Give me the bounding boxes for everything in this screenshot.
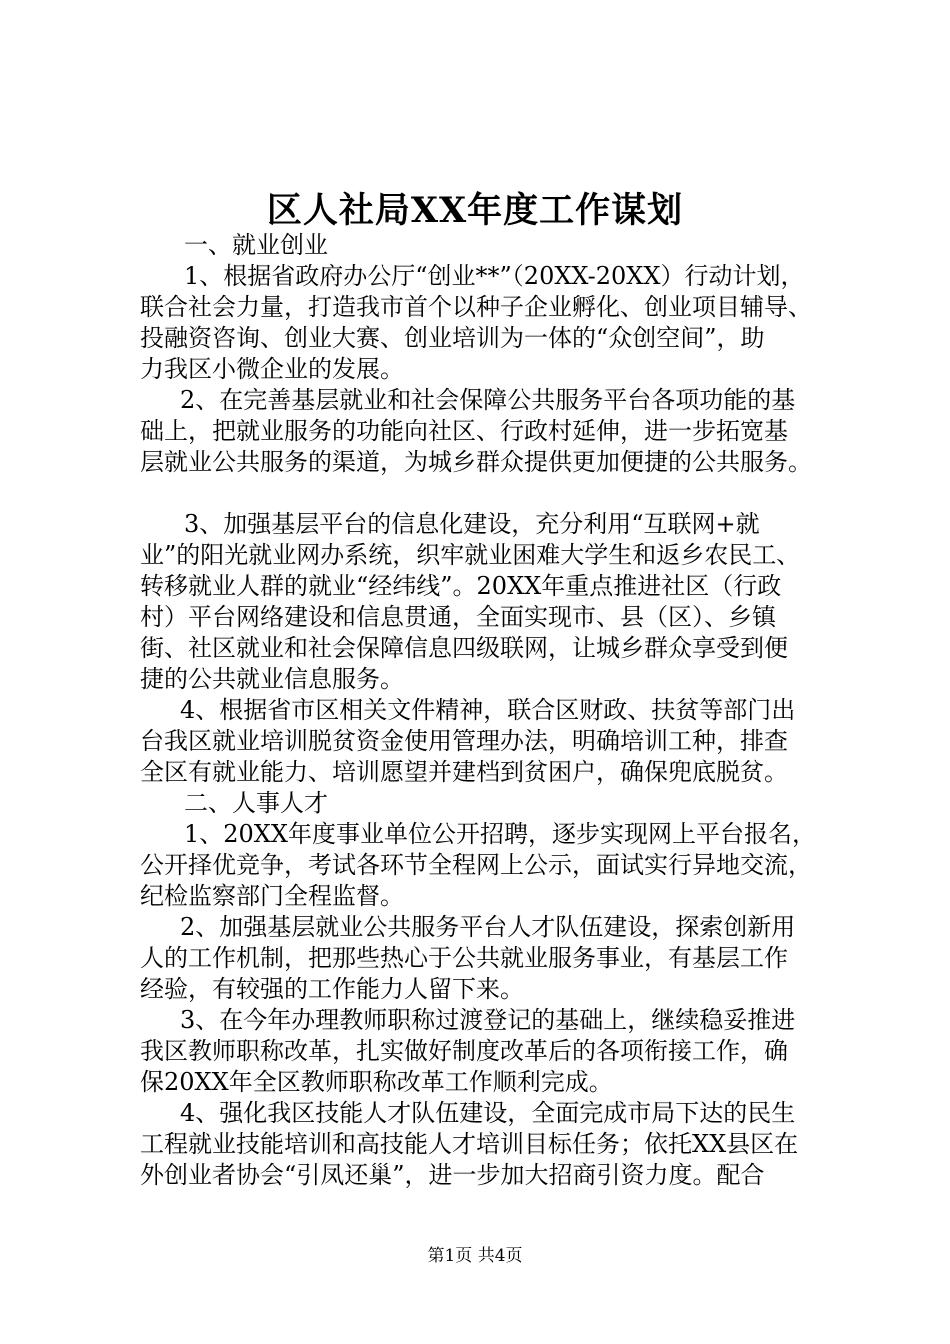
paragraph-line: 1、20XX年度事业单位公开招聘，逐步实现网上平台报名， <box>184 820 816 848</box>
paragraph-line: 保20XX年全区教师职称改革工作顺利完成。 <box>140 1068 613 1096</box>
document-body <box>140 230 840 1191</box>
paragraph-line: 联合社会力量，打造我市首个以种子企业孵化、创业项目辅导、 <box>140 293 812 321</box>
paragraph-line: 力我区小微企业的发展。 <box>140 355 404 383</box>
section-heading-employment: 一、就业创业 <box>184 231 328 259</box>
paragraph-line: 3、加强基层平台的信息化建设，充分利用“互联网+就 <box>184 510 760 538</box>
paragraph-line: 工程就业技能培训和高技能人才培训目标任务；依托XX县区在 <box>140 1130 799 1158</box>
paragraph-line: 街、社区就业和社会保障信息四级联网，让城乡群众享受到便 <box>140 634 788 662</box>
blank-line <box>140 478 840 509</box>
paragraph-line: 人的工作机制，把那些热心于公共就业服务事业，有基层工作 <box>140 944 788 972</box>
paragraph-line: 经验，有较强的工作能力人留下来。 <box>140 975 524 1003</box>
paragraph-line: 业”的阳光就业网办系统，织牢就业困难大学生和返乡农民工、 <box>140 541 801 569</box>
paragraph-line: 1、根据省政府办公厅“创业**”（20XX-20XX）行动计划， <box>184 262 805 290</box>
paragraph-line: 投融资咨询、创业大赛、创业培训为一体的“众创空间”，助 <box>140 324 765 352</box>
paragraph-line: 全区有就业能力、培训愿望并建档到贫困户，确保兜底脱贫。 <box>140 758 788 786</box>
section-heading-personnel: 二、人事人才 <box>184 789 328 817</box>
paragraph-line: 公开择优竞争，考试各环节全程网上公示，面试实行异地交流， <box>140 851 812 879</box>
paragraph-line: 纪检监察部门全程监督。 <box>140 882 404 910</box>
paragraph-line: 4、强化我区技能人才队伍建设，全面完成市局下达的民生 <box>180 1099 796 1127</box>
paragraph-line: 台我区就业培训脱贫资金使用管理办法，明确培训工种，排查 <box>140 727 788 755</box>
paragraph-line: 村）平台网络建设和信息贯通，全面实现市、县（区）、乡镇 <box>140 603 776 631</box>
paragraph-line: 3、在今年办理教师职称过渡登记的基础上，继续稳妥推进 <box>180 1006 796 1034</box>
paragraph-line: 2、加强基层就业公共服务平台人才队伍建设，探索创新用 <box>180 913 796 941</box>
paragraph-line: 外创业者协会“引凤还巢”，进一步加大招商引资力度。配合 <box>140 1161 765 1189</box>
page-number-footer: 第1页 共4页 <box>427 1246 523 1266</box>
paragraph-line: 我区教师职称改革，扎实做好制度改革后的各项衔接工作，确 <box>140 1037 788 1065</box>
paragraph-line: 4、根据省市区相关文件精神，联合区财政、扶贫等部门出 <box>180 696 796 724</box>
paragraph-line: 捷的公共就业信息服务。 <box>140 665 404 693</box>
paragraph-line: 层就业公共服务的渠道，为城乡群众提供更加便捷的公共服务。 <box>140 448 812 476</box>
paragraph-line: 转移就业人群的就业“经纬线”。20XX年重点推进社区（行政 <box>140 572 782 600</box>
paragraph-line: 2、在完善基层就业和社会保障公共服务平台各项功能的基 <box>180 386 796 414</box>
paragraph-line: 础上，把就业服务的功能向社区、行政村延伸，进一步拓宽基 <box>140 417 788 445</box>
document-title: 区人社局XX年度工作谋划 <box>266 190 684 231</box>
